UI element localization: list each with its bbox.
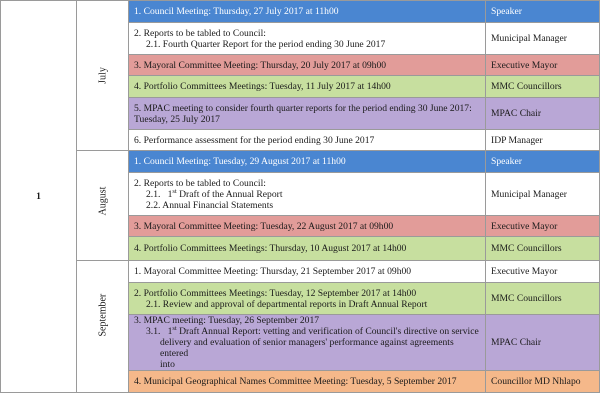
item-text: 4. Portfolio Committees Meetings: Tuesday, 11 July 2017 at 14h00 <box>129 76 486 98</box>
item-responsible: Municipal Manager <box>486 23 600 55</box>
item-text: 2. Portfolio Committees Meetings: Tuesday, 12 September 2017 at 14h00 2.1. Review and approval of departmental reports in Draft Annual Report <box>129 283 486 315</box>
item-text: 3. Mayoral Committee Meeting: Thursday, 20 July 2017 at 09h00 <box>129 55 486 76</box>
item-responsible: MMC Councillors <box>486 237 600 261</box>
item-text: 2. Reports to be tabled to Council: 2.1. Fourth Quarter Report for the period ending 30 June 2017 <box>129 23 486 55</box>
quarter-number: 1 <box>1 1 77 393</box>
item-responsible: MPAC Chair <box>486 315 600 371</box>
month-label: September <box>97 293 108 337</box>
month-july <box>77 1 129 151</box>
item-text: 2. Reports to be tabled to Council: 2.1. 1st Draft of the Annual Report 2.2. Annual Financial Statements <box>129 173 486 216</box>
item-text: 6. Performance assessment for the period ending 30 June 2017 <box>129 130 486 151</box>
item-responsible: Speaker <box>486 1 600 23</box>
item-text: 3. Mayoral Committee Meeting: Tuesday, 22 August 2017 at 09h00 <box>129 216 486 237</box>
item-text: 1. Council Meeting: Tuesday, 29 August 2017 at 11h00 <box>129 151 486 173</box>
month-august <box>77 151 129 261</box>
month-september <box>77 261 129 393</box>
month-label: August <box>97 186 108 216</box>
item-responsible: MPAC Chair <box>486 98 600 130</box>
item-text: 4. Municipal Geographical Names Committee Meeting: Tuesday, 5 September 2017 <box>129 371 486 393</box>
item-responsible: Executive Mayor <box>486 55 600 76</box>
item-responsible: MMC Councillors <box>486 76 600 98</box>
item-responsible: IDP Manager <box>486 130 600 151</box>
item-responsible: Executive Mayor <box>486 216 600 237</box>
item-responsible: MMC Councillors <box>486 283 600 315</box>
item-text: 1. Mayoral Committee Meeting: Thursday, 21 September 2017 at 09h00 <box>129 261 486 283</box>
item-responsible: Speaker <box>486 151 600 173</box>
item-responsible: Executive Mayor <box>486 261 600 283</box>
item-text: 3. MPAC meeting: Tuesday, 26 September 2017 3.1. 1st Draft Annual Report: vetting and verification of Council's directive on service delivery and evaluation of senior managers' performance against agreements entered into <box>129 315 486 371</box>
item-text: 5. MPAC meeting to consider fourth quarter reports for the period ending 30 June 2017: Tuesday, 25 July 2017 <box>129 98 486 130</box>
item-responsible: Councillor MD Nhlapo <box>486 371 600 393</box>
month-label: July <box>97 67 108 84</box>
item-responsible: Municipal Manager <box>486 173 600 216</box>
item-text: 4. Portfolio Committees Meetings: Thursday, 10 August 2017 at 14h00 <box>129 237 486 261</box>
item-text: 1. Council Meeting: Thursday, 27 July 2017 at 11h00 <box>129 1 486 23</box>
